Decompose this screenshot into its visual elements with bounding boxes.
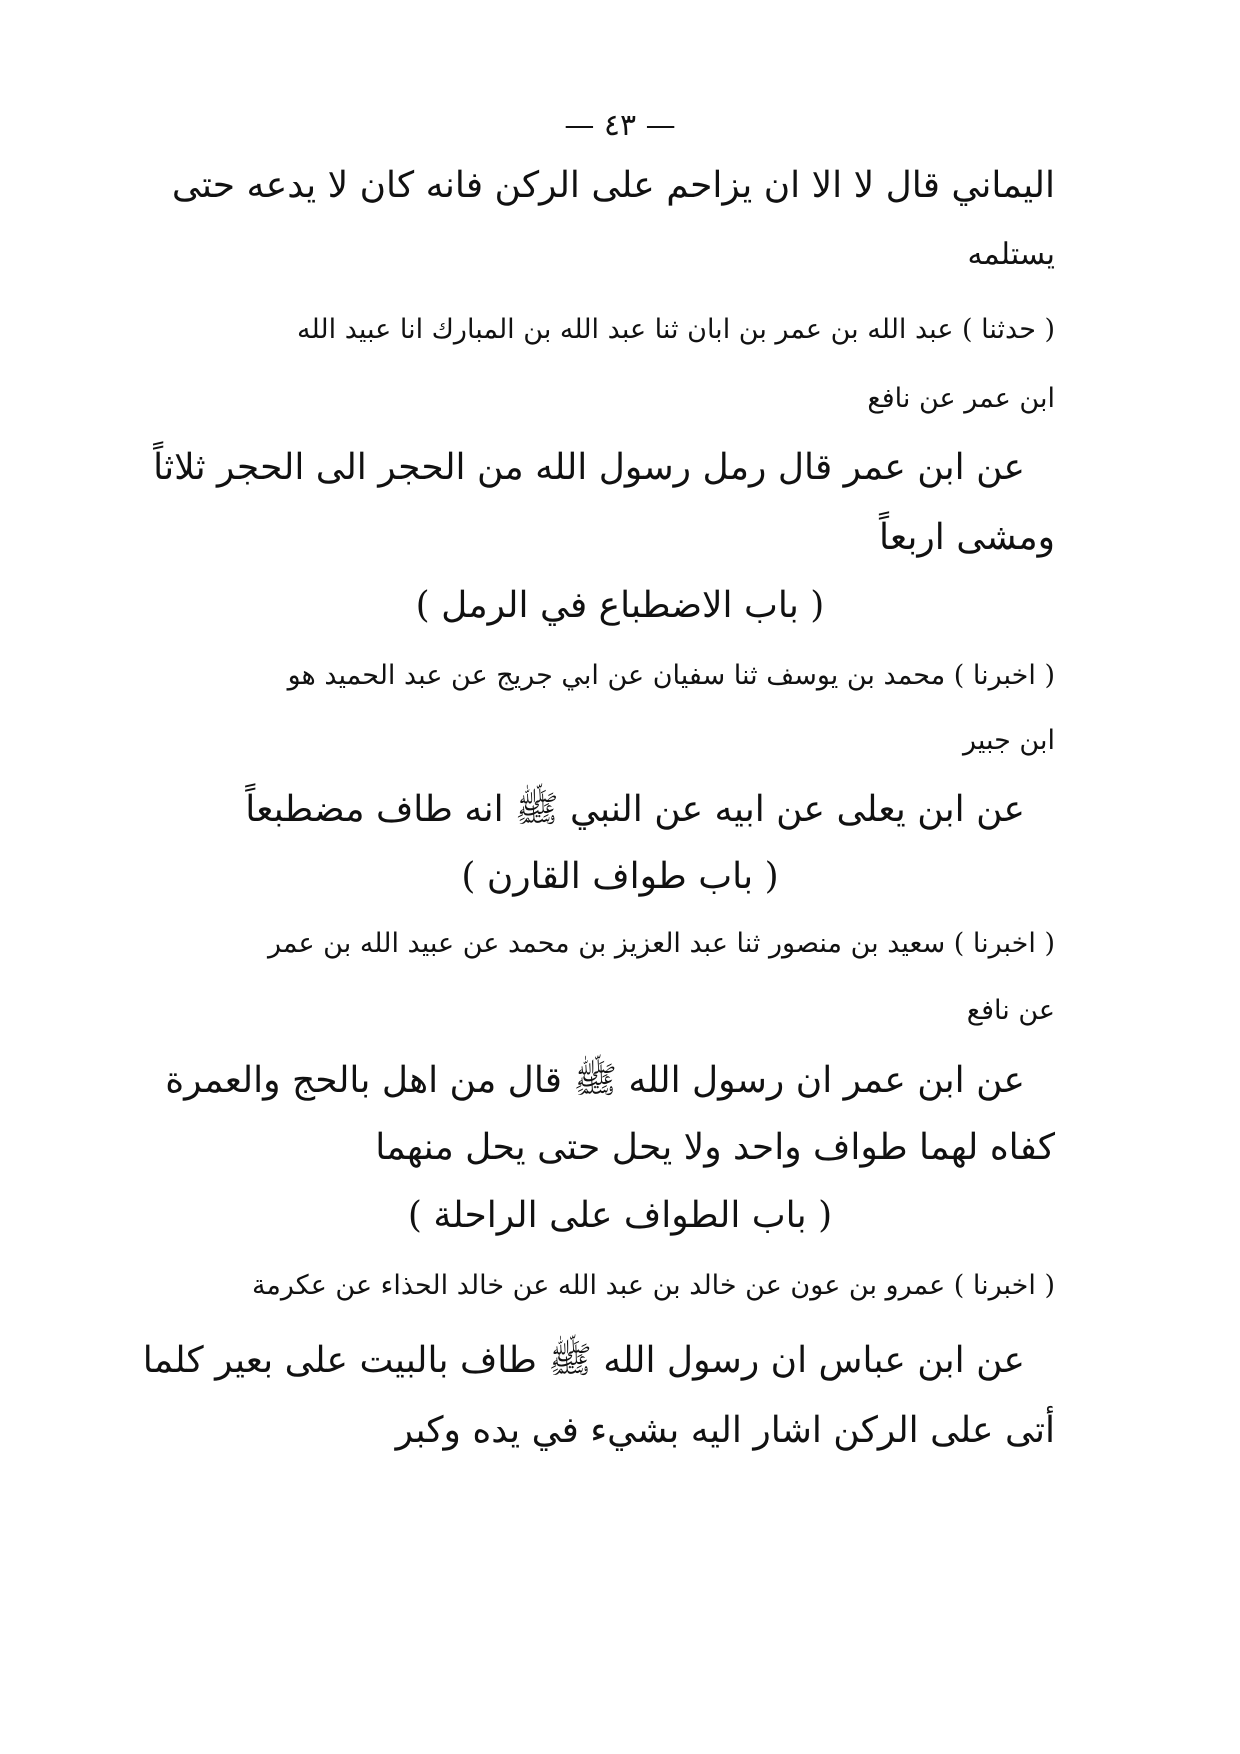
matn-line-4: عن ابن عمر ان رسول الله ﷺ قال من اهل بالحج والعمرة bbox=[165, 1060, 1025, 1101]
page-number: — ٤٣ — bbox=[564, 108, 676, 143]
matn-line-6: عن ابن عباس ان رسول الله ﷺ طاف بالبيت على بعير كلما bbox=[142, 1340, 1025, 1381]
matn-line-3: عن ابن يعلى عن ابيه عن النبي ﷺ انه طاف مضطبعاً bbox=[245, 789, 1025, 830]
isnad-line-3: ( اخبرنا ) محمد بن يوسف ثنا سفيان عن ابي جريج عن عبد الحميد هو bbox=[287, 660, 1055, 691]
isnad-line-2: ابن عمر عن نافع bbox=[867, 383, 1055, 414]
isnad-line-4: ابن جبير bbox=[962, 725, 1055, 756]
chapter-heading-1: ( باب الاضطباع في الرمل ) bbox=[415, 585, 825, 626]
text-line-2: يستلمه bbox=[967, 237, 1055, 272]
isnad-line-7: ( اخبرنا ) عمرو بن عون عن خالد بن عبد الله عن خالد الحذاء عن عكرمة bbox=[251, 1270, 1055, 1301]
matn-line-1: عن ابن عمر قال رمل رسول الله من الحجر الى الحجر ثلاثاً bbox=[153, 447, 1025, 488]
matn-line-7: أتى على الركن اشار اليه بشيء في يده وكبر bbox=[395, 1410, 1055, 1451]
text-line-1: اليماني قال لا الا ان يزاحم على الركن فانه كان لا يدعه حتى bbox=[171, 165, 1055, 206]
matn-line-5: كفاه لهما طواف واحد ولا يحل حتى يحل منهما bbox=[375, 1127, 1055, 1168]
chapter-heading-3: ( باب الطواف على الراحلة ) bbox=[407, 1195, 833, 1236]
isnad-line-1: ( حدثنا ) عبد الله بن عمر بن ابان ثنا عبد الله بن المبارك انا عبيد الله bbox=[296, 314, 1055, 345]
isnad-line-5: ( اخبرنا ) سعيد بن منصور ثنا عبد العزيز بن محمد عن عبيد الله بن عمر bbox=[267, 928, 1055, 959]
chapter-heading-2: ( باب طواف القارن ) bbox=[461, 856, 779, 897]
matn-line-2: ومشى اربعاً bbox=[879, 517, 1055, 558]
isnad-line-6: عن نافع bbox=[966, 995, 1055, 1026]
